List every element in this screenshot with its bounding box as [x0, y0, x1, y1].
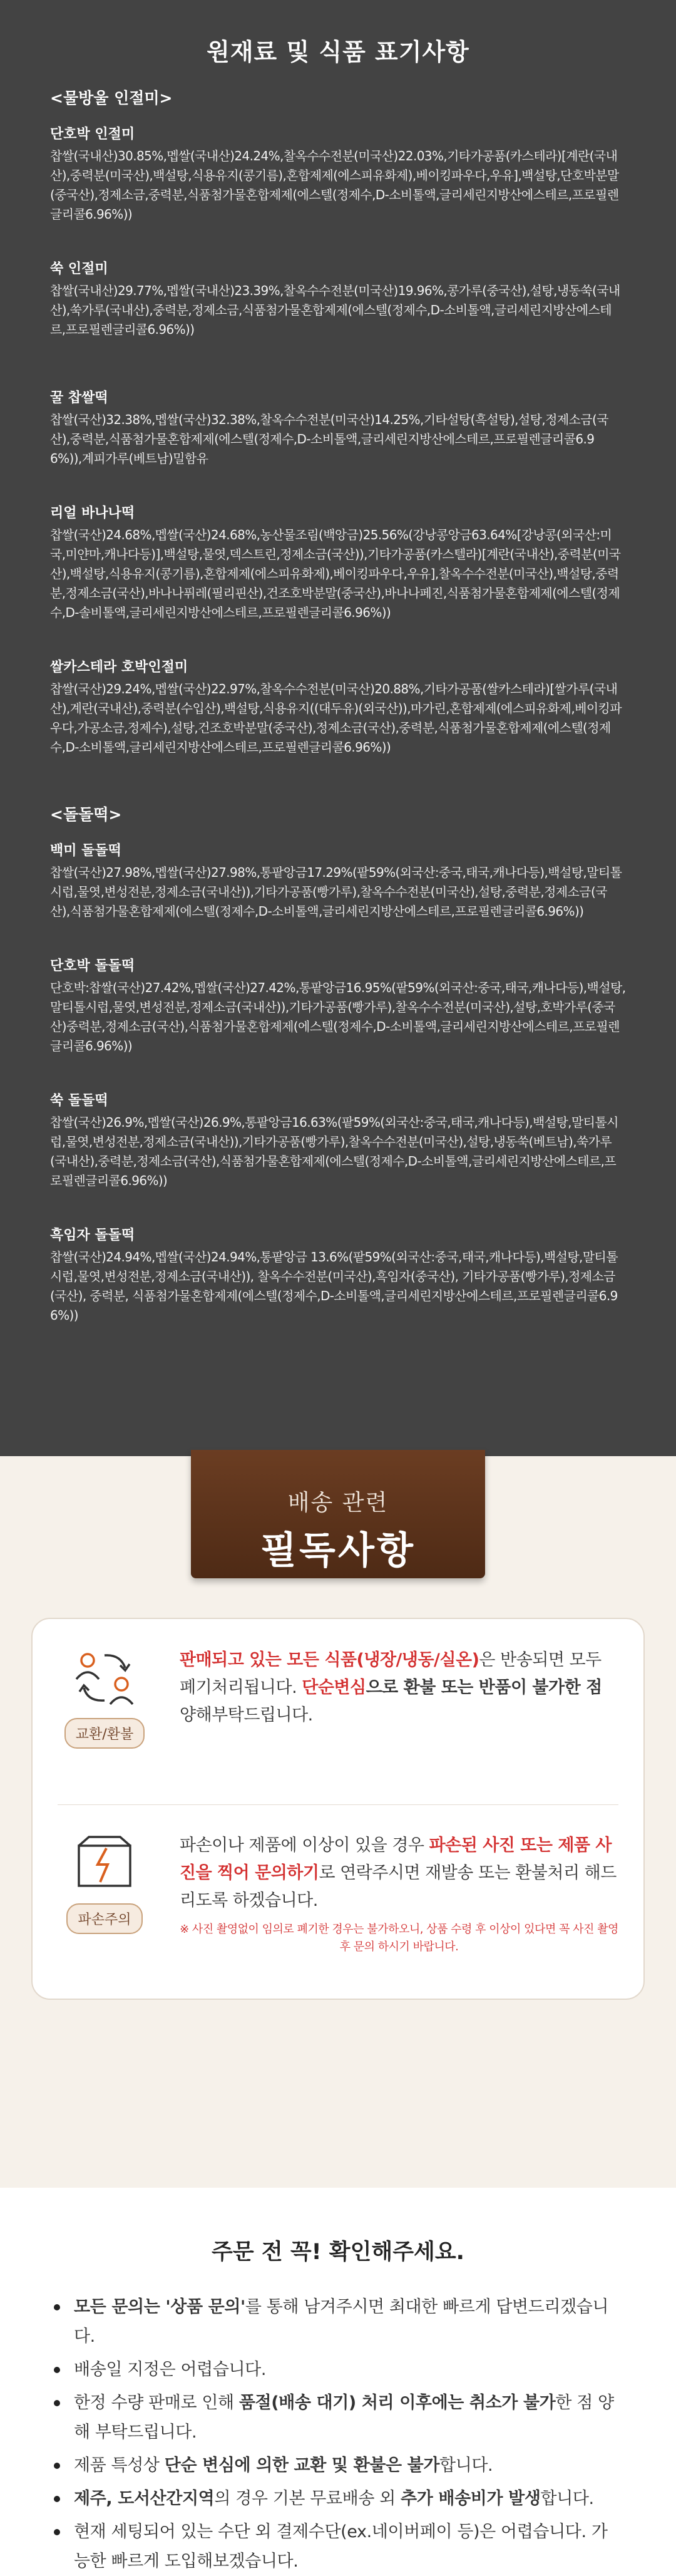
- ingredient-item: [50, 258, 626, 339]
- damage-text-part: 로 연락주시면 재발송 또는 환불처리 해드리도록 하겠습니다.: [180, 1863, 617, 1910]
- exchange-text-bold: 환불 또는 반품이 불가한 점: [403, 1678, 602, 1697]
- ingredient-item: [50, 1090, 626, 1191]
- damage-text-emphasis: 파손된 사진 또는 제품 사진을 찍어 문의하기: [180, 1836, 612, 1883]
- list-item-text: 한정 수량 판매로 인해: [74, 2393, 239, 2413]
- ingredient-item: [50, 840, 626, 921]
- item-desc: 찹쌀(국내산)29.77%,멥쌀(국내산)23.39%,찰옥수수전분(미국산)19.96%,콩가루(중국산),설탕,냉동쑥(국내산),쑥가루(국내산),중력분,정제소금,식품첨가물혼합제제(에스텔(정제수,D-소비톨액,글리세린지방산에스테르,프로필렌글리콜6.96%)): [50, 283, 620, 337]
- notice-card: [31, 1618, 645, 2000]
- ingredient-item: [50, 387, 626, 468]
- group-title-doldol: <돌돌떡>: [50, 805, 122, 824]
- confirm-list: [0, 2292, 676, 2576]
- notice-title: 필독사항: [260, 1529, 416, 1573]
- order-confirm-section: [0, 2188, 676, 2571]
- list-item-bold: 품절(배송 대기) 처리 이후에는 취소가 불가: [238, 2393, 556, 2413]
- damage-text: [180, 1832, 618, 1956]
- divider: [58, 1804, 618, 1805]
- ingredient-item: [50, 502, 626, 623]
- list-item-text: 배송일 지정은 어렵습니다.: [74, 2360, 267, 2379]
- list-item: [74, 2484, 620, 2513]
- item-desc: 찹쌀(국내산)30.85%,멥쌀(국내산)24.24%,찰옥수수전분(미국산)22.03%,기타가공품(카스테라)[계란(국내산),중력분(미국산),백설탕,식용유지(콩기름),혼합제제(에스피유화제),베이킹파우다,우유],백설탕,단호박분말(중국산),정제소금,중력분,식품첨가물혼합제제(에스텔(정제수,D-소비톨액,글리세린지방산에스테르,프로필렌글리콜6.96%)): [50, 148, 619, 222]
- ingredient-item: [50, 1224, 626, 1325]
- item-desc: 찹쌀(국산)32.38%,멥쌀(국산)32.38%,찰옥수수전분(미국산)14.25%,기타설탕(흑설탕),설탕,정제소금(국산),중력분,식품첨가물혼합제제(에스텔(정제수,D-소비톨액,글리세린지방산에스테르,프로필렌글리콜6.96%)),계피가루(베트남)밀함유: [50, 412, 608, 466]
- list-item-text: 의 경우 기본 무료배송 외: [214, 2489, 401, 2508]
- confirm-title: 주문 전 꼭! 확인해주세요.: [212, 2240, 464, 2265]
- list-item: [74, 2388, 620, 2447]
- list-item: [74, 2292, 620, 2351]
- item-name: 백미 돌돌떡: [50, 843, 121, 859]
- exchange-text-part: 양해부탁드립니다.: [180, 1705, 313, 1725]
- exchange-text-part: 으로: [366, 1678, 404, 1697]
- notice-subtitle: 배송 관련: [287, 1490, 389, 1516]
- list-item-bold: 제주, 도서산간지역: [74, 2489, 215, 2508]
- item-desc: 찹쌀(국산)26.9%,멥쌀(국산)26.9%,통팥앙금16.63%(팥59%(외국산:중국,태국,캐나다등),백설탕,말티톨시럽,물엿,변성전분,정제소금(국내산)),기타가공품(빵가루),찰옥수수전분(미국산),설탕,냉동쑥(베트남),쑥가루(국내산),중력분,정제소금(국산),식품첨가물혼합제제(에스텔(정제수,D-소비톨액,글리세린지방산에스테르,프로필렌글리콜6.96%)): [50, 1115, 618, 1188]
- ingredient-item: [50, 955, 626, 1056]
- item-desc: 찹쌀(국산)29.24%,멥쌀(국산)22.97%,찰옥수수전분(미국산)20.88%,기타가공품(쌀카스테라)[쌀가루(국내산),계란(국내산),중력분(수입산),백설탕,식용유지((대두유)(외국산)),마가린,혼합제제(에스피유화제,베이킹파우다,가공소금,정제수),설탕,건조호박분말(중국산),정제소금(국산),중력분,식품첨가물혼합제제(에스텔(정제수,D-소비톨액,글리세린지방산에스테르,프로필렌글리콜6.96%)): [50, 681, 622, 755]
- ingredient-item: [50, 656, 626, 757]
- damage-icon-box: [58, 1832, 151, 1934]
- notice-header-tab: [191, 1450, 485, 1578]
- damage-note: ※ 사진 촬영없이 임의로 폐기한 경우는 불가하오니, 상품 수령 후 이상이 있다면 꼭 사진 촬영 후 문의 하시기 바랍니다.: [180, 1923, 618, 1953]
- damage-label: 파손주의: [66, 1903, 142, 1934]
- exchange-label: 교환/환불: [64, 1718, 145, 1749]
- item-desc: 단호박:찹쌀(국산)27.42%,멥쌀(국산)27.42%,통팥앙금16.95%(팥59%(외국산:중국,태국,캐나다등),백설탕,말티톨시럽,물엿,변성전분,정제소금(국내산)),기타가공품(빵가루),찰옥수수전분(미국산),설탕,호박가루(중국산)중력분,정제소금(국산),식품첨가물혼합제제(에스텔(정제수,D-소비톨액,글리세린지방산에스테르,프로필렌글리콜6.96%)): [50, 980, 626, 1053]
- list-item-text: 현재 세팅되어 있는 수단 외 결제수단(ex.네이버페이 등)은 어렵습니다. 가능한 빠르게 도입해보겠습니다.: [74, 2522, 608, 2571]
- broken-box-icon: [70, 1832, 139, 1895]
- shipping-notice-section: [0, 1456, 676, 2188]
- list-item-text: 합니다.: [540, 2489, 594, 2508]
- list-item-bold: 단순 변심에 의한 교환 및 환불은 불가: [164, 2456, 440, 2475]
- list-item: [74, 2355, 620, 2384]
- item-desc: 찹쌀(국산)24.68%,멥쌀(국산)24.68%,농산물조림(백앙금)25.56%(강낭콩앙금63.64%[강낭콩(외국산:미국,미얀마,캐나다등)],백설탕,물엿,덱스트린,정제소금(국산)),기타가공품(카스텔라)[계란(국내산),중력분(미국산),백설탕,식용유지(콩기름),혼합제제(에스피유화제),베이킹파우다,우유],찰옥수수전분(미국산),백설탕,중력분,정제소금(국산),바나나퓌레(필리핀산),건조호박분말(중국산),바나나페진,식품첨가물혼합제제(에스텔(정제수,D-솔비톨액,글리세린지방산에스테르,프로필렌글리콜6.96%)): [50, 527, 621, 620]
- list-item: [74, 2451, 620, 2480]
- item-name: 쑥 인절미: [50, 261, 108, 277]
- item-desc: 찹쌀(국산)24.94%,멥쌀(국산)24.94%,통팥앙금 13.6%(팥59%(외국산:중국,태국,캐나다등),백설탕,말티톨시럽,물엿,변성전분,정제소금(국내산)), 찰옥수수전분(미국산),흑임자(중국산), 기타가공품(빵가루),정제소금(국산), 중력분, 식품첨가물혼합제제(에스텔(정제수,D-소비톨액,글리세린지방산에스테르,프로필렌글리콜6.96%)): [50, 1249, 618, 1323]
- list-item-bold: 추가 배송비가 발생: [401, 2489, 541, 2508]
- exchange-text: [180, 1647, 618, 1729]
- group-title-mulbangul: <물방울 인절미>: [50, 89, 173, 107]
- damage-text-part: 파손이나 제품에 이상이 있을 경우: [180, 1836, 429, 1855]
- item-name: 단호박 돌돌떡: [50, 958, 135, 974]
- item-name: 단호박 인절미: [50, 127, 135, 142]
- list-item-text: 를 통해 남겨주시면 최대한 빠르게 답변드리겠습니다.: [74, 2297, 609, 2346]
- item-name: 꿀 찹쌀떡: [50, 390, 108, 406]
- exchange-text-emphasis: 단순변심: [302, 1678, 366, 1697]
- item-name: 쑥 돌돌떡: [50, 1093, 108, 1109]
- list-item-text: 제품 특성상: [74, 2456, 165, 2475]
- item-name: 쌀카스테라 호박인절미: [50, 660, 188, 675]
- exchange-text-part: 은 반송되면 모두 폐기처리됩니다.: [180, 1650, 602, 1697]
- list-item-text: 합니다.: [439, 2456, 493, 2475]
- ingredients-title: 원재료 및 식품 표기사항: [207, 38, 469, 66]
- exchange-icon-box: [58, 1647, 151, 1749]
- list-item: [74, 2517, 620, 2576]
- item-name: 흑임자 돌돌떡: [50, 1228, 135, 1243]
- item-desc: 찹쌀(국산)27.98%,멥쌀(국산)27.98%,통팥앙금17.29%(팥59%(외국산:중국,태국,캐나다등),백설탕,말티톨시럽,물엿,변성전분,정제소금(국내산)),기타가공품(빵가루),찰옥수수전분(미국산),설탕,중력분,정제소금(국산),식품첨가물혼합제제(에스텔(정제수,D-소비톨액,글리세린지방산에스테르,프로필렌글리콜6.96%)): [50, 865, 622, 919]
- exchange-text-emphasis: 판매되고 있는 모든 식품(냉장/냉동/실온): [180, 1650, 479, 1670]
- item-name: 리얼 바나나떡: [50, 505, 135, 521]
- ingredient-item: [50, 123, 626, 224]
- list-item-text: 한 점 양해 부탁드립니다.: [74, 2393, 614, 2442]
- exchange-arrows-person-icon: [70, 1647, 139, 1709]
- list-item-bold: 모든 문의는 '상품 문의': [74, 2297, 245, 2317]
